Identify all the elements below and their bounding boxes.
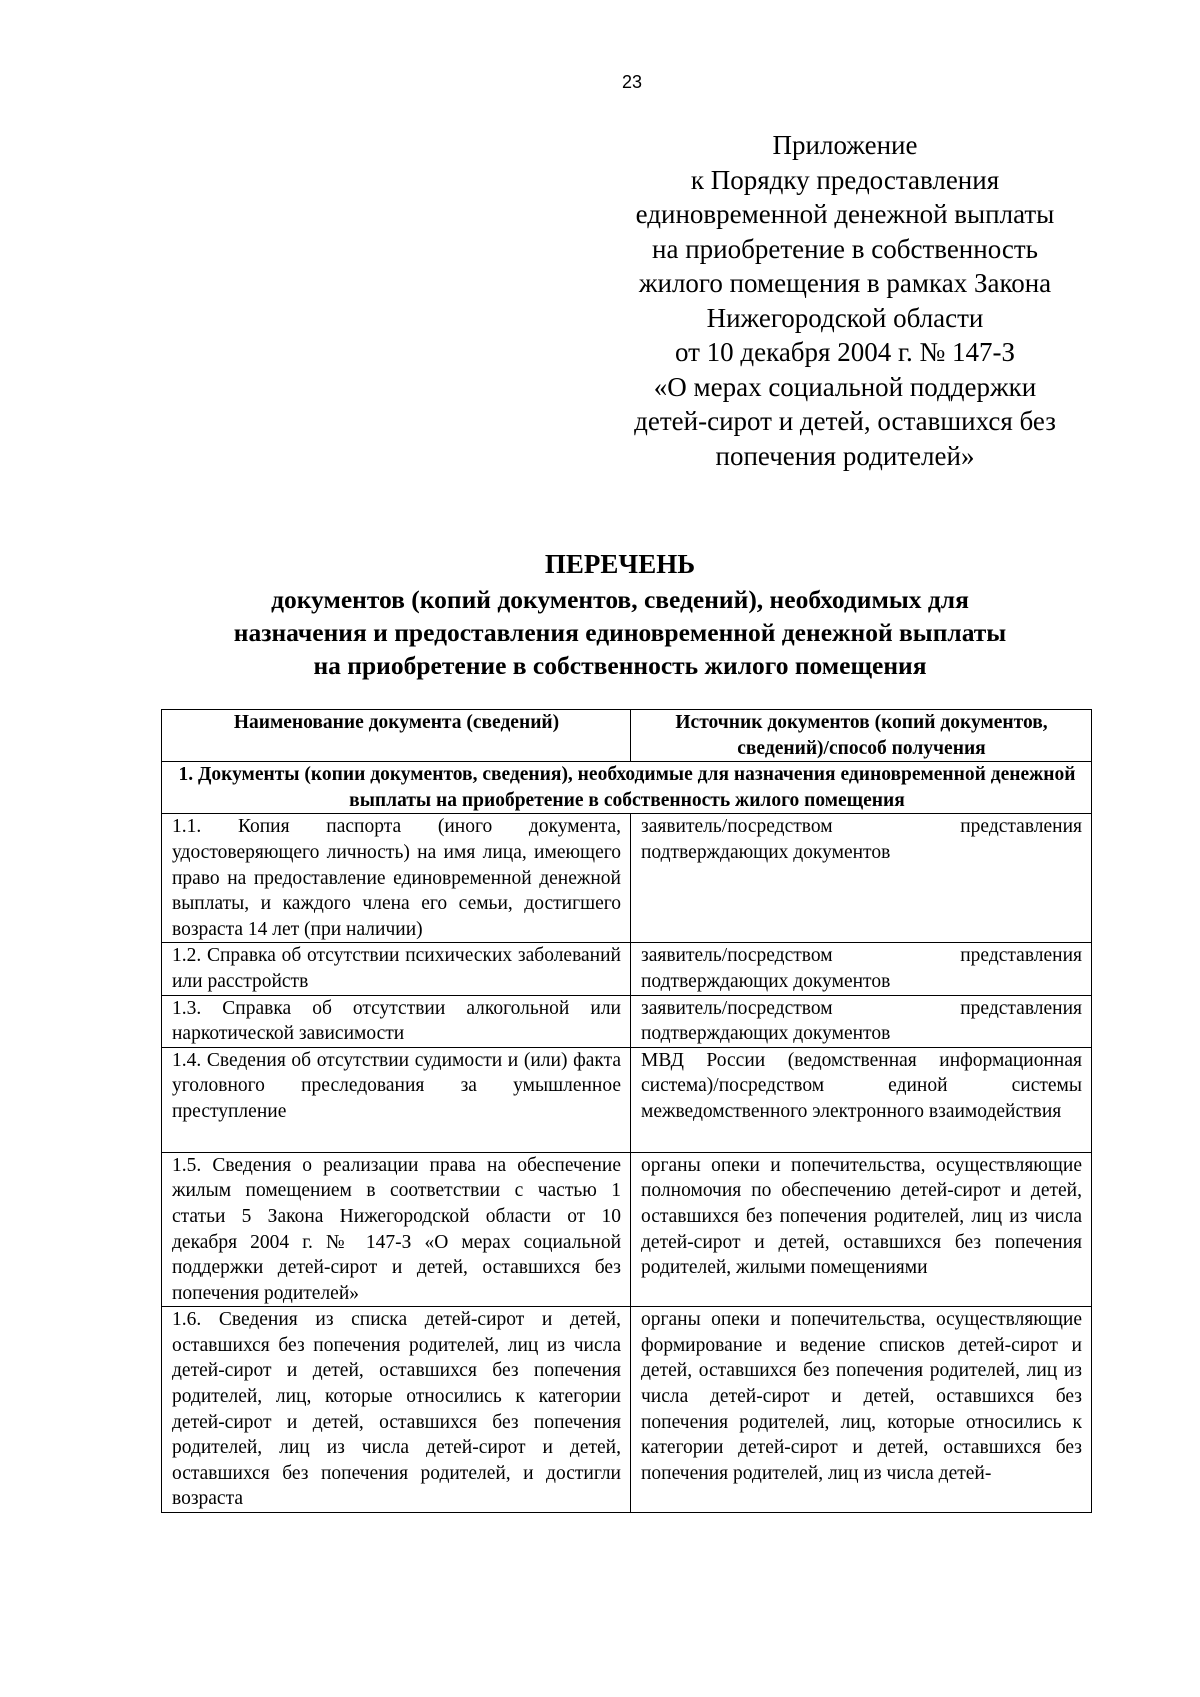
appendix-line: Нижегородской области bbox=[706, 302, 984, 333]
title-line: назначения и предоставления единовременной денежной выплаты bbox=[233, 618, 1007, 647]
appendix-line: единовременной денежной выплаты bbox=[635, 199, 1055, 229]
cell-source: заявитель/посредством представления подтверждающих документов bbox=[631, 943, 1092, 995]
document-title bbox=[120, 548, 1120, 682]
table-row bbox=[162, 814, 1092, 943]
header-document-source: Источник документов (копий документов, сведений)/способ получения bbox=[631, 710, 1092, 762]
appendix-line: к Порядку предоставления bbox=[690, 164, 1000, 195]
cell-document: 1.3. Справка об отсутствии алкогольной или наркотической зависимости bbox=[162, 995, 631, 1047]
table-header-row bbox=[162, 710, 1092, 762]
title-line: на приобретение в собственность жилого помещения bbox=[313, 651, 927, 680]
page-number: 23 bbox=[621, 72, 643, 92]
appendix-line: жилого помещения в рамках Закона bbox=[638, 268, 1052, 298]
appendix-line: «О мерах социальной поддержки bbox=[653, 371, 1037, 402]
appendix-line: на приобретение в собственность bbox=[652, 233, 1038, 264]
documents-table bbox=[161, 709, 1092, 1513]
table-row bbox=[162, 1307, 1092, 1513]
header-document-name: Наименование документа (сведений) bbox=[162, 710, 631, 762]
appendix-line: Приложение bbox=[772, 130, 918, 160]
cell-source: заявитель/посредством представления подтверждающих документов bbox=[631, 995, 1092, 1047]
appendix-header bbox=[610, 128, 1080, 473]
appendix-line: от 10 декабря 2004 г. № 147-З bbox=[674, 337, 1016, 367]
cell-document: 1.4. Сведения об отсутствии судимости и (или) факта уголовного преследования за умышленное преступление bbox=[162, 1047, 631, 1152]
table-row bbox=[162, 1047, 1092, 1152]
cell-document: 1.5. Сведения о реализации права на обеспечение жилым помещением в соответствии с частью 1 статьи 5 Закона Нижегородской области от 10 декабря 2004 г. № 147-З «О мерах социальной поддержки детей-сирот и детей, оставшихся без попечения родителей» bbox=[162, 1152, 631, 1307]
title-main: ПЕРЕЧЕНЬ bbox=[544, 549, 696, 579]
section-heading: 1. Документы (копии документов, сведения), необходимые для назначения единовременной денежной выплаты на приобретение в собственность жилого помещения bbox=[162, 762, 1092, 814]
cell-source: МВД России (ведомственная информационная система)/посредством единой системы межведомственного электронного взаимодействия bbox=[631, 1047, 1092, 1152]
table-row bbox=[162, 1152, 1092, 1307]
cell-source: органы опеки и попечительства, осуществляющие полномочия по обеспечению детей-сирот и детей, оставшихся без попечения родителей, лиц из числа детей-сирот и детей, оставшихся без попечения родителей, жилыми помещениями bbox=[631, 1152, 1092, 1307]
appendix-line: детей-сирот и детей, оставшихся без bbox=[634, 406, 1056, 436]
cell-document: 1.2. Справка об отсутствии психических заболеваний или расстройств bbox=[162, 943, 631, 995]
table-row bbox=[162, 995, 1092, 1047]
cell-source: органы опеки и попечительства, осуществляющие формирование и ведение списков детей-сирот и детей, оставшихся без попечения родителей, лиц из числа детей-сирот и детей, оставшихся без попечения родителей, лиц, которые относились к категории детей-сирот и детей, оставшихся без попечения родителей, лиц из числа детей- bbox=[631, 1307, 1092, 1513]
section-row bbox=[162, 762, 1092, 814]
appendix-line: попечения родителей» bbox=[715, 440, 975, 471]
cell-source: заявитель/посредством представления подтверждающих документов bbox=[631, 814, 1092, 943]
title-line: документов (копий документов, сведений), необходимых для bbox=[271, 585, 969, 614]
table-row bbox=[162, 943, 1092, 995]
cell-document: 1.6. Сведения из списка детей-сирот и детей, оставшихся без попечения родителей, лиц из числа детей-сирот и детей, оставшихся без попечения родителей, лиц, которые относились к категории детей-сирот и детей, оставшихся без попечения родителей, лиц из числа детей-сирот и детей, оставшихся без попечения родителей, и достигли возраста bbox=[162, 1307, 631, 1513]
cell-document: 1.1. Копия паспорта (иного документа, удостоверяющего личность) на имя лица, имеющего право на предоставление единовременной денежной выплаты, и каждого члена его семьи, достигшего возраста 14 лет (при наличии) bbox=[162, 814, 631, 943]
